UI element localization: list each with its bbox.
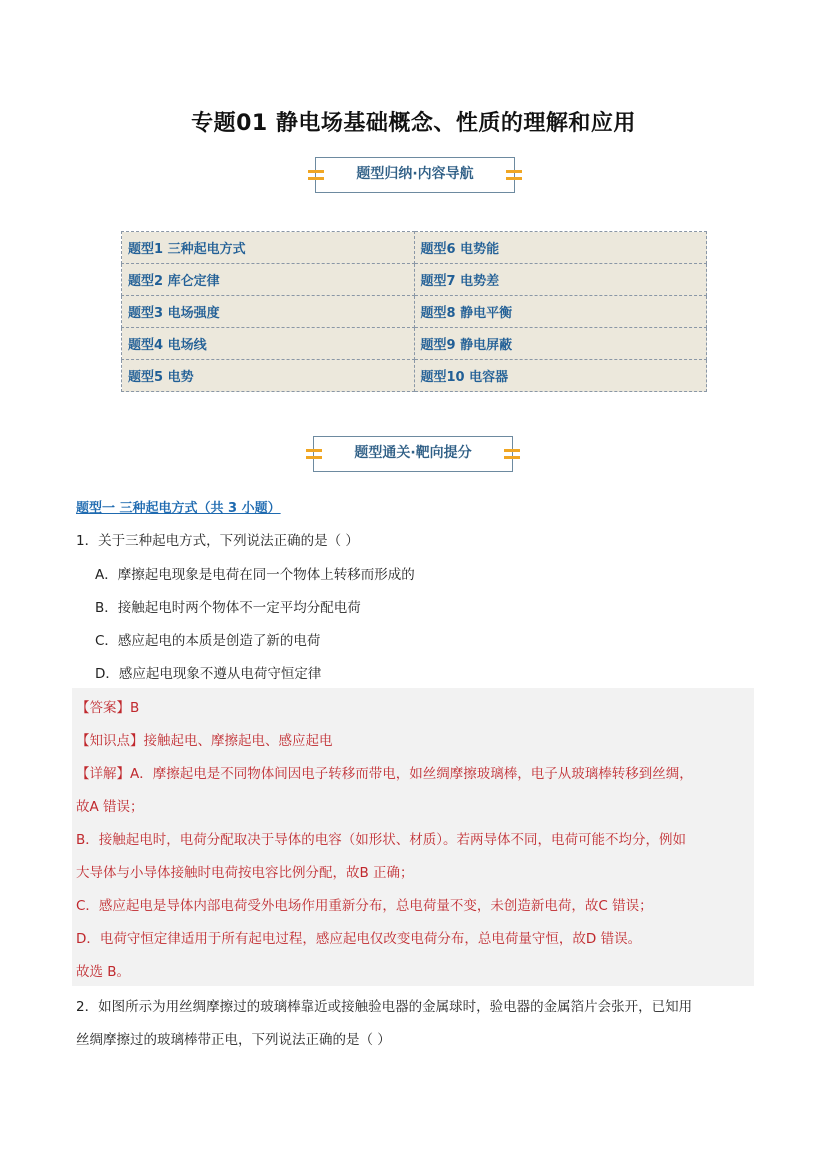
toc-item[interactable]: 题型9 静电屏蔽 <box>414 328 707 360</box>
answer-line: 【答案】B <box>76 700 140 716</box>
detail-line: B．接触起电时，电荷分配取决于导体的电容（如形状、材质）。若两导体不同，电荷可能不均分，例如 <box>76 832 687 848</box>
toc-item[interactable]: 题型4 电场线 <box>122 328 415 360</box>
detail-line: 故A 错误； <box>76 799 144 815</box>
toc-item[interactable]: 题型6 电势能 <box>414 232 707 264</box>
toc-row <box>122 232 707 264</box>
question-2-line: 丝绸摩擦过的玻璃棒带正电，下列说法正确的是（ ） <box>76 1032 391 1048</box>
detail-line: 【详解】A．摩擦起电是不同物体间因电子转移而带电，如丝绸摩擦玻璃棒，电子从玻璃棒转移到丝绸， <box>76 766 693 782</box>
question-1-option-d: D．感应起电现象不遵从电荷守恒定律 <box>95 666 322 682</box>
accent-bar-icon <box>504 456 520 459</box>
accent-bar-icon <box>504 449 520 452</box>
toc-item[interactable]: 题型5 电势 <box>122 360 415 392</box>
question-1-stem: 1．关于三种起电方式，下列说法正确的是（ ） <box>76 533 359 549</box>
banner-label: 题型通关·靶向提分 <box>354 445 472 461</box>
toc-row <box>122 264 707 296</box>
toc-item[interactable]: 题型3 电场强度 <box>122 296 415 328</box>
detail-line: C．感应起电是导体内部电荷受外电场作用重新分布，总电荷量不变，未创造新电荷，故C 错误； <box>76 898 653 914</box>
accent-bar-icon <box>308 177 324 180</box>
knowledge-point-line: 【知识点】接触起电、摩擦起电、感应起电 <box>76 733 333 749</box>
conclusion-line: 故选 B。 <box>76 964 131 980</box>
accent-bar-icon <box>506 170 522 173</box>
page-title: 专题01 静电场基础概念、性质的理解和应用 <box>191 111 636 136</box>
toc-row <box>122 360 707 392</box>
accent-bar-icon <box>306 456 322 459</box>
banner-label: 题型归纳·内容导航 <box>356 166 474 182</box>
question-1-option-a: A．摩擦起电现象是电荷在同一个物体上转移而形成的 <box>95 567 415 583</box>
accent-bar-icon <box>306 449 322 452</box>
section-heading[interactable]: 题型一 三种起电方式（共 3 小题） <box>76 501 281 516</box>
accent-bar-icon <box>506 177 522 180</box>
toc-item[interactable]: 题型10 电容器 <box>414 360 707 392</box>
accent-bar-icon <box>308 170 324 173</box>
toc-row <box>122 296 707 328</box>
toc-table <box>121 231 707 392</box>
toc-item[interactable]: 题型2 库仑定律 <box>122 264 415 296</box>
question-1-option-b: B．接触起电时两个物体不一定平均分配电荷 <box>95 600 361 616</box>
toc-item[interactable]: 题型8 静电平衡 <box>414 296 707 328</box>
detail-line: 大导体与小导体接触时电荷按电容比例分配，故B 正确； <box>76 865 414 881</box>
toc-item[interactable]: 题型7 电势差 <box>414 264 707 296</box>
toc-item[interactable]: 题型1 三种起电方式 <box>122 232 415 264</box>
banner-practice <box>313 436 513 472</box>
question-2-line: 2．如图所示为用丝绸摩擦过的玻璃棒靠近或接触验电器的金属球时，验电器的金属箔片会张开，已知用 <box>76 999 693 1015</box>
banner-content-navigation <box>315 157 515 193</box>
toc-row <box>122 328 707 360</box>
question-1-option-c: C．感应起电的本质是创造了新的电荷 <box>95 633 321 649</box>
detail-line: D．电荷守恒定律适用于所有起电过程，感应起电仅改变电荷分布，总电荷量守恒，故D 错误。 <box>76 931 642 947</box>
